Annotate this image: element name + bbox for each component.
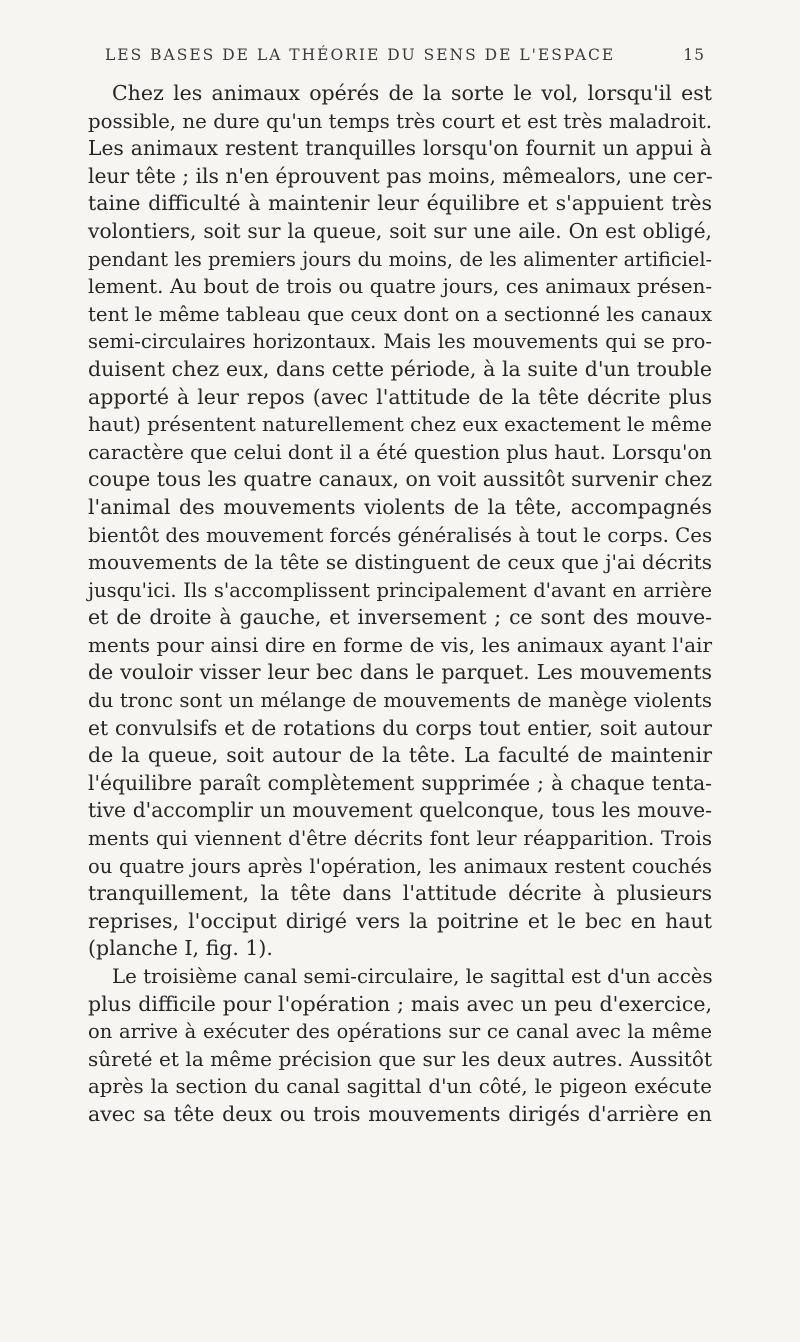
text-line: tent le même tableau que ceux dont on a sectionné les canaux (88, 302, 712, 326)
text-line: duisent chez eux, dans cette période, à la suite d'un trouble (88, 356, 712, 381)
text-line: ments pour ainsi dire en forme de vis, les animaux ayant l'air (88, 632, 712, 657)
text-line: l'équilibre paraît complètement supprimée ; à chaque tenta- (88, 770, 712, 795)
running-title: LES BASES DE LA THÉORIE DU SENS DE L'ESPACE (105, 46, 616, 64)
text-line: ou quatre jours après l'opération, les animaux restent couchés (88, 854, 712, 878)
text-line: lement. Au bout de trois ou quatre jours, ces animaux présen- (88, 275, 712, 299)
page-number: 15 (683, 46, 705, 64)
text-line: taine difficulté à maintenir leur équilibre et s'appuient très (88, 191, 712, 216)
text-line: possible, ne dure qu'un temps très court et est très maladroit. (88, 109, 712, 133)
text-line: et convulsifs et de rotations du corps tout entier, soit autour (88, 715, 712, 740)
text-line: et de droite à gauche, et inversement ; ce sont des mouve- (88, 605, 712, 630)
text-line: mouvements de la tête se distinguent de ceux que j'ai décrits (88, 550, 712, 575)
text-line: Chez les animaux opérés de la sorte le vol, lorsqu'il est (112, 81, 712, 105)
text-line: tranquillement, la tête dans l'attitude décrite à plusieurs (88, 881, 712, 906)
paragraph (88, 963, 712, 1129)
text-line: haut) présentent naturellement chez eux exactement le même (88, 413, 712, 437)
text-line: tive d'accomplir un mouvement quelconque, tous les mouve- (88, 798, 712, 823)
text-line: de vouloir visser leur bec dans le parquet. Les mouvements (88, 660, 712, 685)
text-line: jusqu'ici. Ils s'accomplissent principalement d'avant en arrière (88, 578, 712, 602)
text-line: Les animaux restent tranquilles lorsqu'on fournit un appui à (88, 136, 712, 161)
running-header (105, 46, 705, 72)
text-line: coupe tous les quatre canaux, on voit aussitôt survenir chez (88, 467, 713, 492)
text-line: après la section du canal sagittal d'un côté, le pigeon exécute (88, 1075, 712, 1099)
text-line: de la queue, soit autour de la tête. La faculté de maintenir (88, 743, 712, 768)
text-line: Le troisième canal semi-circulaire, le sagittal est d'un accès (112, 965, 713, 988)
text-line: plus difficile pour l'opération ; mais avec un peu d'exercice, (88, 991, 712, 1016)
text-line: pendant les premiers jours du moins, de les alimenter artificiel- (88, 247, 712, 271)
text-line: leur tête ; ils n'en éprouvent pas moins, mêmealors, une cer- (88, 163, 713, 188)
text-line: ments qui viennent d'être décrits font leur réapparition. Trois (88, 827, 712, 851)
text-line: bientôt des mouvement forcés généralisés à tout le corps. Ces (88, 523, 713, 547)
text-line: l'animal des mouvements violents de la tête, accompagnés (88, 494, 712, 519)
body-text (88, 80, 712, 1129)
text-line: reprises, l'occiput dirigé vers la poitrine et le bec en haut (88, 908, 712, 933)
text-line: semi-circulaires horizontaux. Mais les mouvements qui se pro- (88, 330, 712, 354)
text-line: du tronc sont un mélange de mouvements de manège violents (88, 689, 712, 713)
text-line: avec sa tête deux ou trois mouvements dirigés d'arrière en (88, 1101, 712, 1126)
text-line: sûreté et la même précision que sur les deux autres. Aussitôt (88, 1046, 712, 1071)
paragraph (88, 80, 712, 963)
text-line: on arrive à exécuter des opérations sur ce canal avec la même (88, 1020, 712, 1044)
text-line: (planche I, fig. 1). (88, 936, 273, 961)
text-line: volontiers, soit sur la queue, soit sur une aile. On est obligé, (88, 218, 712, 243)
text-line: caractère que celui dont il a été question plus haut. Lorsqu'on (88, 440, 712, 464)
text-line: apporté à leur repos (avec l'attitude de la tête décrite plus (88, 384, 712, 409)
